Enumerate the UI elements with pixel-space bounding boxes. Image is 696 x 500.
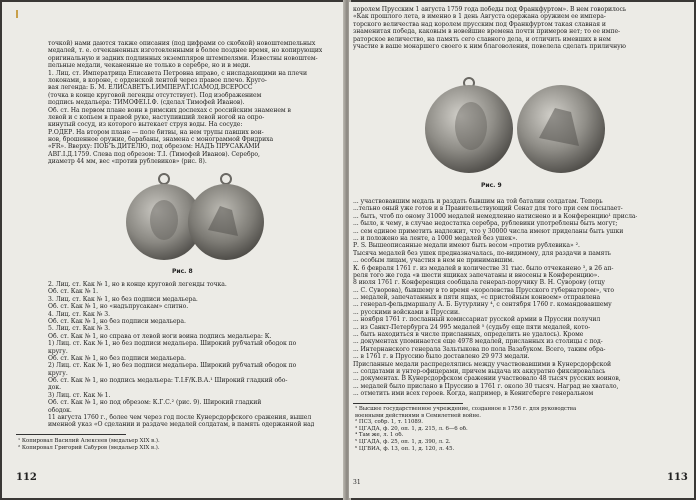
list-line: Об. ст. Как № 1, но справа от левой ноги воина подпись медальера: К. <box>48 332 272 340</box>
text-line: медалей, т. е. отчеканенных изготовленными в более позднее время, но копирующих <box>48 47 323 55</box>
list-line: Об. ст. Как № 1. <box>48 288 99 296</box>
list-line: Об. ст. Как № 1, но под обрезом: К.Г.С.² (рис. 9). Широкий гладкий <box>48 399 262 407</box>
text-line: левой и с копьем в правой руке, наступивший левой ногой на опро- <box>48 113 265 121</box>
footnote: ⁵ ЦГАДА, ф. 25, оп. 1, д. 390, л. 2. <box>355 438 451 445</box>
text-line: ... Интернанского генерала Зальтыкова по пола Вазабуком. Всего, таким обра- <box>353 345 606 353</box>
list-line: 3. Лиц. ст. Как № 1, но без подписи медальера. <box>48 295 198 303</box>
text-line: подпись медальера: ТИМОФЕІ.І.Ф. (сделал Тимофей Иванов). <box>48 99 245 107</box>
text-line: точкой) нами даются также описания (под цифрами со скобкой) новоштемпельных <box>48 40 316 47</box>
figure-8-caption: Рис. 8 <box>172 268 193 275</box>
text-line: ... С. Суворова), бывшему в то время «королевства Прусского губернатором», что <box>353 286 614 294</box>
list-line: 5. Лиц. ст. Как № 3. <box>48 325 110 333</box>
list-line: 3) Лиц. ст. Как № 1. <box>48 391 111 399</box>
margin-mark: 31 <box>353 479 361 486</box>
left-body-text <box>48 40 322 166</box>
text-line: ... и положено на ленте, а 1000 медалей без ушек». <box>353 234 518 242</box>
list-line: 2. Лиц. ст. Как № 1, но в конце круговой легенды точка. <box>48 281 227 288</box>
text-line: ... ноября 1761 г. посланный комиссариат русской армии в Пруссии получил <box>353 316 601 324</box>
list-line: Об. ст. Как № 1, но без подписи медальера. <box>48 354 186 362</box>
right-footnotes <box>355 406 576 452</box>
list-line: кругу. <box>48 369 68 377</box>
page-number-right: 113 <box>667 472 688 483</box>
footnote: ³ ЦГАДА, ф. 20, оп. 1, д. 215, л. 6—6 об. <box>355 425 468 432</box>
page-number-left: 112 <box>16 472 37 483</box>
footnote-rule <box>16 434 126 435</box>
text-line: ... сем единое приметить надлежит, что у 30000 числа имеют приделаны быть ушки <box>353 227 624 235</box>
list-line: Об. ст. Как № 1, но «надъпрусакам» слитно. <box>48 303 189 311</box>
right-body-text <box>353 198 637 398</box>
text-line: Р. S. Вышеописанные медали имеют быть весом «против рублевика» ². <box>353 242 580 250</box>
list-line: 2) Лиц. ст. Как № 1, но без подписи медальера. Широкий рубчатый ободок по <box>48 362 297 370</box>
text-line: «FR». Вверху: ПОБ'Ъ.ДИТЕЛЮ, под обрезом: НАДЪ ПРУСАКАМИ <box>48 143 260 151</box>
list-line: ободок. <box>48 406 72 414</box>
footnote: ² ПСЗ, собр. 1, т. 11089. <box>355 419 424 426</box>
medal-figure-8 <box>120 170 270 266</box>
text-line: Присланные медали распределялись между участвовавшими в Кунерсдорфской <box>353 360 612 368</box>
text-line: знаменитая победа, каковым в новейшие времена почти примеров нет; то ее импе- <box>353 28 621 36</box>
text-line: диаметр 44 мм, вес «против рублевиков» (рис. 8). <box>48 158 207 166</box>
footnote-rule-right <box>353 403 463 404</box>
text-line: ... русскими войсками в Пруссии. <box>353 308 460 316</box>
text-line: ... документах. В Кунерсдорфском сражении участвовало 48 тысяч русских воинов, <box>353 375 621 383</box>
footnote: ¹ Копировал Василий Алексеев (медальер XIX в.). <box>18 438 160 444</box>
list-line: Об. ст. Как № 1, но без подписи медальера. <box>48 317 186 325</box>
list-line: док. <box>48 384 61 392</box>
list-line: 1) Лиц. ст. Как № 1, но без подписи медальера. Широкий рубчатый ободок по <box>48 340 297 348</box>
text-line: вая легенда: Б. М. ЕЛИСАВЕТЪ.І.ИМПЕРАТ.ІСАМОД.ВСЕРОСС <box>48 84 253 92</box>
text-line: ... медалей было прислано в Пруссию в 1761 г. около 30 тысяч. Наград не хватало, <box>353 382 619 390</box>
text-line: ... медалей, запечатанных в пяти ящах, «с пристойным конвоем» отправлена <box>353 294 601 302</box>
text-line: ... из Санкт-Петербурга 24 995 медалей ⁵ (судьбу еще пяти медалей, кото- <box>353 323 591 331</box>
text-line: участие в ваше монаршего своего к ним благоволения, повелела сделать приличную <box>353 42 626 50</box>
text-line: Тысяча медалей без ушек предназначалась, по-видимому, для раздачи в память <box>353 249 611 257</box>
text-line: ... документах упоминается еще 4978 медалей, присланных из столицы с под- <box>353 338 603 346</box>
text-line: королем Прусским 1 августа 1759 года победы под Франкфуртом». В нем говорилось <box>353 6 627 13</box>
right-top-text <box>353 6 626 50</box>
list-line: кругу. <box>48 347 68 355</box>
text-line: локонами, в короне, с орденской лентой через правое плечо. Круго- <box>48 76 267 84</box>
text-line: ... солдатами и унтер-офицерами, причем выдача их аккуратно фиксировалась <box>353 367 606 375</box>
text-line: ... быть находиться в числе присланных, определить не удалось). Кроме <box>353 331 584 339</box>
text-line: торского величества над королем прусским под Франкфуртом такая славная и <box>353 20 606 28</box>
footnote: ⁴ Там же, л. 1 об. <box>355 432 404 439</box>
bookmark-tab <box>16 10 18 18</box>
text-line: ... отметить ими всех героев. Когда, например, в Кенигсберге генеральном <box>353 390 594 398</box>
footnote: ⁶ ЦГВИА, ф. 13, оп. 1, д. 120, л. 45. <box>355 445 455 452</box>
text-line: нов, брошенное оружие, барабаны, знамена с монограммой Фридриха <box>48 136 274 144</box>
text-line: реля того же года «в шести ящиках запечатаны и вносены в Конференцию». <box>353 271 600 279</box>
footnote: ² Копировал Григорий Сабуров (медальер XIX в.). <box>18 444 160 451</box>
figure-9-caption: Рис. 9 <box>481 182 502 189</box>
left-list-text <box>48 281 314 429</box>
text-line: Об. ст. На первом плане воин в римских доспехах с российским знаменем в <box>48 106 291 114</box>
text-line: (точка в конце круговой легенды отсутствует). Под изображением <box>48 91 262 99</box>
list-line: 11 августа 1760 г., более чем через год после Кунерсдорфского сражения, вышел <box>48 414 312 422</box>
text-line: «Как прошлого лета, в именно в 1 день Августа одержана оружием ее импера- <box>353 13 606 21</box>
footnote: военными действиями в Семилетней войне. <box>355 412 481 419</box>
text-line: 1. Лиц. ст. Императрица Елисавета Петровна вправо, с ниспадающими на плечи <box>48 69 308 77</box>
text-line: ... было, к чему, в случае недостатка серебра, рублевики употреблены быть могут; <box>353 220 618 228</box>
text-line: ... быть, чтоб по оному 31000 медалей немедленно натиснено и в Конференцию¹ присла- <box>353 212 638 220</box>
text-line: оригинальную и задних подлинных экземпляров штемпелями. Известны новоштем- <box>48 54 318 62</box>
list-line: именной указ «О сделании и раздаче медалей солдатам, в память одержанной над <box>48 421 315 429</box>
text-line: АВГ.І.Д.1759. Слева под обрезом: Т.І. (Тимофей Иванов). Серебро, <box>48 150 260 158</box>
medal-figure-9 <box>421 74 611 178</box>
text-line: раторское величество, на память сего славного дела, и отличить имевших в нем <box>353 35 611 43</box>
text-line: ...тельно оный уже готов и в Правительствующий Сенат для того при сем посылает- <box>353 205 623 213</box>
list-line: Об. ст. Как № 1, но подпись медальера: Т.І.Ғ/К.В.А.¹ Широкий гладкий обо- <box>48 377 288 385</box>
text-line: кинутый сосуд, из которого вытекает струя воды. На сосуде: <box>48 121 243 129</box>
left-footnotes <box>18 438 160 451</box>
right-page <box>349 2 694 498</box>
text-line: ... особым лицам, участия в нем не принимавшим. <box>353 257 514 265</box>
text-line: Р.ОДЕР. На втором плане — поле битвы, на нем трупы павших вои- <box>48 128 264 136</box>
footnote: ¹ Высшее государственное учреждение, созданное в 1756 г. для руководства <box>355 406 577 412</box>
text-line: ... в 1761 г. в Пруссию было доставлено 29 973 медали. <box>353 353 530 361</box>
text-line: 8 июля 1761 г. Конференция сообщала генерал-поручику В. Н. Суворову (отцу <box>353 279 605 287</box>
text-line: ... генерал-фельдмаршалу А. Б. Бутурлину ⁴, с сентября 1760 г. командовавшему <box>353 301 612 309</box>
text-line: К. 6 февраля 1761 г. из медалей в количестве 31 тыс. было отчеканено ³, в 26 ап- <box>353 264 614 272</box>
list-line: 4. Лиц. ст. Как № 3. <box>48 310 110 318</box>
text-line: ... участвовавшим медаль и раздать бывшим на той баталии солдатам. Теперь <box>353 198 603 205</box>
text-line: пельные медали, чеканенные не только в серебре, но и в меди. <box>48 62 251 70</box>
left-page <box>2 2 345 498</box>
